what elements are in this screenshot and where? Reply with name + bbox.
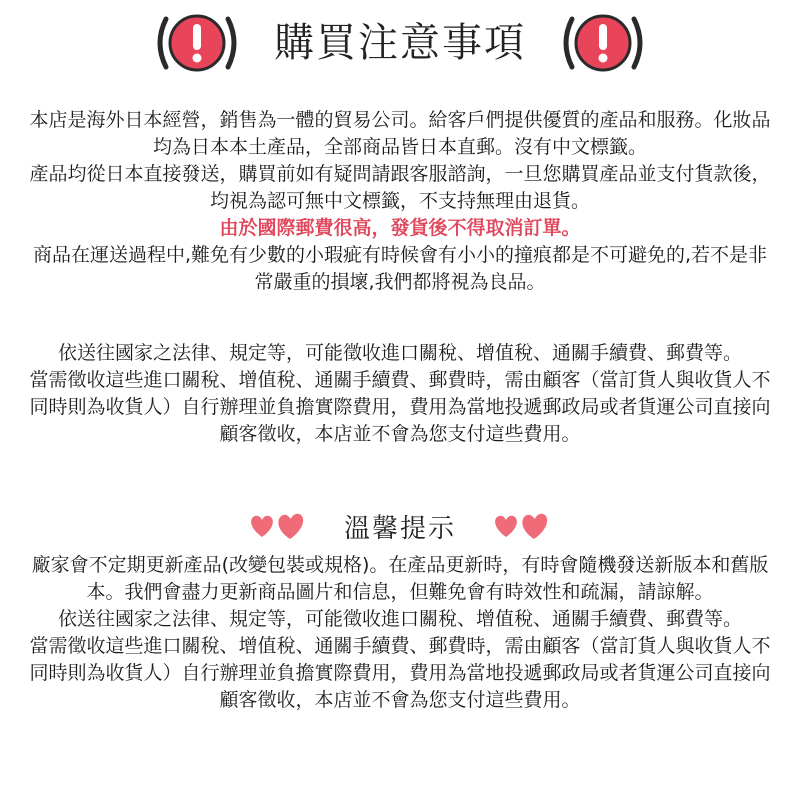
tips-section [0, 552, 800, 714]
tips-paragraph-duties: 依送往國家之法律、規定等，可能徵收進口關稅、增值稅、通關手續費、郵費等。 [57, 608, 742, 630]
notice-paragraph-duties: 依送往國家之法律、規定等，可能徵收進口關稅、增值稅、通關手續費、郵費等。 [57, 342, 742, 364]
notice-warning-no-cancel: 由於國際郵費很高，發貨後不得取消訂單。 [219, 217, 581, 239]
exclamation-warning-icon [150, 11, 244, 75]
hearts-icon [490, 510, 554, 542]
notice-paragraph-shipping: 產品均從日本直接發送，購買前如有疑問請跟客服諮詢，一旦您購買產品並支付貨款後，均視為認可無中文標籤，不支持無理由退貨。 [29, 163, 771, 212]
notice-section [0, 107, 800, 296]
tips-header [0, 505, 800, 547]
duties-section [0, 340, 800, 448]
exclamation-warning-icon [556, 11, 650, 75]
notice-paragraph-duty-payment: 當需徵收這些進口關稅、增值稅、通關手續費、郵費時，需由顧客（當訂貨人與收貨人不同時則為收貨人）自行辦理並負擔實際費用，費用為當地投遞郵政局或者貨運公司直接向顧客徵收，本店並不會為您支付這些費用。 [29, 369, 771, 445]
page-title: 購買注意事項 [274, 20, 526, 66]
notice-paragraph-intro: 本店是海外日本經營，銷售為一體的貿易公司。給客戶們提供優質的產品和服務。化妝品均為日本本土產品，全部商品皆日本直郵。沒有中文標籤。 [29, 109, 771, 158]
header [0, 8, 800, 78]
tips-title: 溫馨提示 [343, 513, 456, 544]
tips-paragraph-duty-payment: 當需徵收這些進口關稅、增值稅、通關手續費、郵費時，需由顧客（當訂貨人與收貨人不同時則為收貨人）自行辦理並負擔實際費用，費用為當地投遞郵政局或者貨運公司直接向顧客徵收，本店並不會為您支付這些費用。 [29, 635, 771, 711]
hearts-icon [246, 510, 310, 542]
tips-paragraph-updates: 廠家會不定期更新產品(改變包裝或規格)。在產品更新時，有時會隨機發送新版本和舊版本。我們會盡力更新商品圖片和信息，但難免會有時效性和疏漏，請諒解。 [31, 554, 769, 603]
notice-paragraph-defects: 商品在運送過程中,難免有少數的小瑕疵有時候會有小小的撞痕都是不可避免的,若不是非常嚴重的損壞,我們都將視為良品。 [32, 244, 768, 293]
